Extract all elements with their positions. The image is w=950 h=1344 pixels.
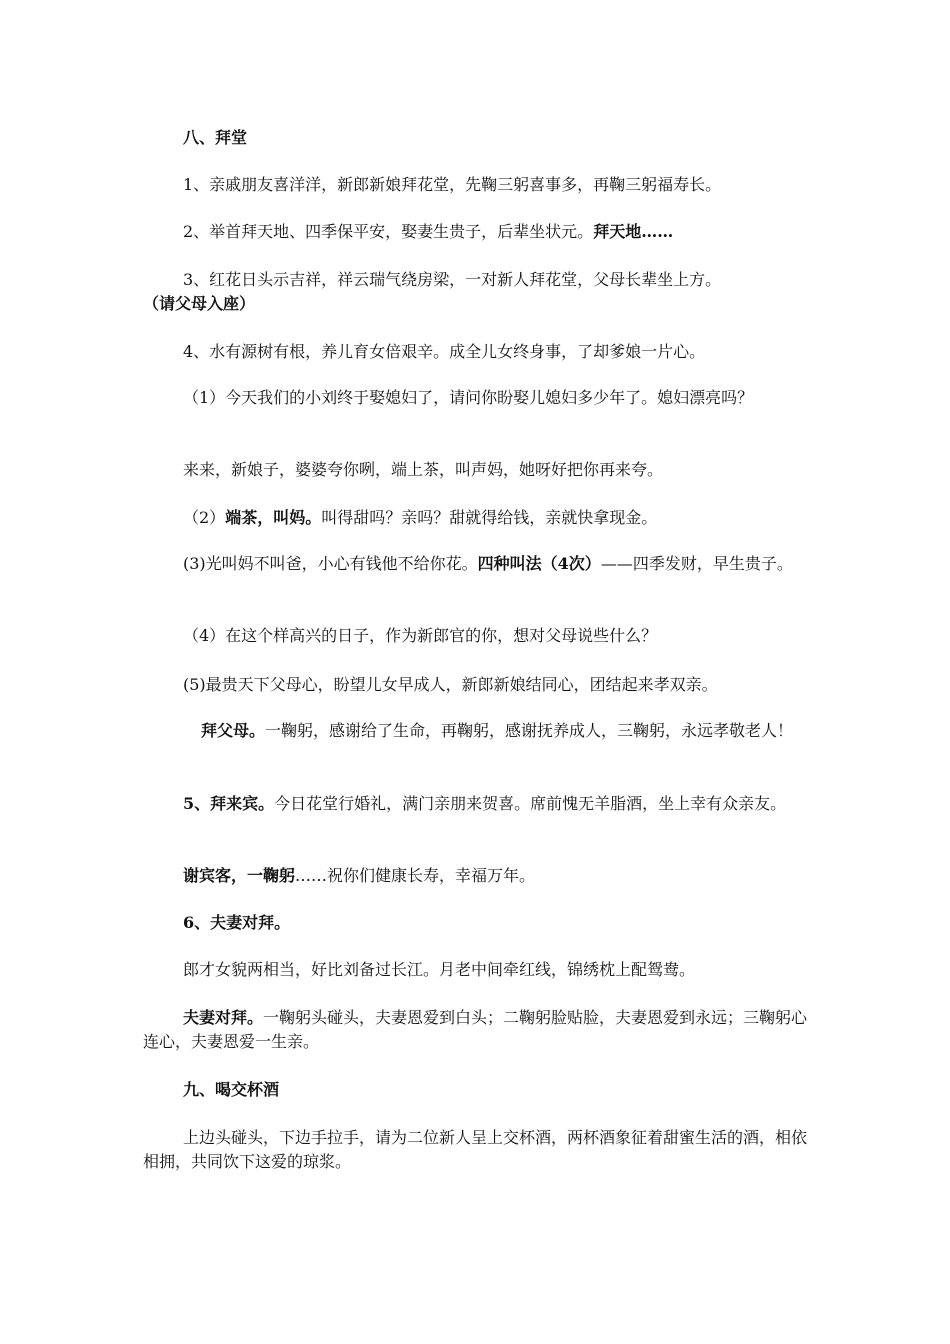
parents-bold: 拜父母。 (201, 721, 266, 740)
item-3-bold: （请父母入座） (143, 294, 256, 313)
paragraph-bow (143, 1006, 818, 1054)
thanks-bold: 谢宾客，一鞠躬 (183, 866, 296, 885)
paragraph-wine: 上边头碰头，下边手拉手，请为二位新人呈上交杯酒，两杯酒象征着甜蜜生活的酒，相依相拥，共同饮下这爱的琼浆。 (143, 1128, 808, 1171)
item-2-bold: 拜天地…… (593, 222, 674, 241)
item-3-text: 3、红花日头示吉祥，祥云瑞气绕房梁，一对新人拜花堂，父母长辈坐上方。 (183, 270, 722, 289)
paragraph-item-2 (143, 220, 818, 244)
paragraph-couple: 郎才女貌两相当，好比刘备过长江。月老中间牵红线，锦绣枕上配鸳鸯。 (183, 960, 696, 979)
section-heading-9: 九、喝交杯酒 (183, 1080, 280, 1099)
paragraph-item-5 (143, 792, 818, 816)
item-5-bold: 5、拜来宾。 (183, 794, 275, 813)
paragraph-item-6-heading: 6、夫妻对拜。 (183, 913, 291, 932)
paragraph-question-3 (143, 552, 818, 576)
q3-bold: 四种叫法（4次） (477, 554, 601, 573)
q3-text: ——四季发财，早生贵子。 (600, 554, 793, 573)
parents-text: 一鞠躬，感谢给了生命，再鞠躬，感谢抚养成人，三鞠躬，永远孝敬老人！ (265, 721, 794, 740)
paragraph-come: 来来，新娘子，婆婆夸你咧，端上茶，叫声妈，她呀好把你再来夸。 (183, 460, 664, 479)
section-heading-8: 八、拜堂 (183, 128, 248, 147)
item-2-text: 2、举首拜天地、四季保平安，娶妻生贵子，后辈坐状元。 (183, 222, 594, 241)
q2-bold: 端茶，叫妈。 (225, 508, 322, 527)
q2-text: 叫得甜吗？亲吗？甜就得给钱，亲就快拿现金。 (321, 508, 658, 527)
bow-text: 一鞠躬头碰头，夫妻恩爱到白头；二鞠躬脸贴脸，夫妻恩爱到永远；三鞠躬心连心，夫妻恩爱一生亲。 (143, 1008, 808, 1051)
thanks-text: ……祝你们健康长寿，幸福万年。 (295, 866, 536, 885)
bow-bold: 夫妻对拜。 (183, 1008, 264, 1027)
paragraph-item-1: 1、亲戚朋友喜洋洋，新郎新娘拜花堂，先鞠三躬喜事多，再鞠三躬福寿长。 (183, 175, 722, 194)
paragraph-question-5: (5)最贵天下父母心，盼望儿女早成人，新郎新娘结同心，团结起来孝双亲。 (183, 675, 718, 694)
paragraph-question-1: （1）今天我们的小刘终于娶媳妇了，请问你盼娶儿媳妇多少年了。媳妇漂亮吗？ (183, 388, 754, 407)
item-5-text: 今日花堂行婚礼，满门亲朋来贺喜。席前愧无羊脂酒，坐上幸有众亲友。 (274, 794, 787, 813)
paragraph-thanks (143, 864, 818, 888)
paragraph-item-4: 4、水有源树有根，养儿育女倍艰辛。成全儿女终身事，了却爹娘一片心。 (183, 342, 706, 361)
q2-prefix: （2） (183, 508, 226, 527)
paragraph-question-4: （4）在这个样高兴的日子，作为新郎官的你，想对父母说些什么？ (183, 626, 658, 645)
paragraph-question-2 (143, 506, 818, 530)
paragraph-parents (143, 719, 818, 743)
paragraph-item-3 (143, 268, 818, 316)
q3-prefix: (3)光叫妈不叫爸，小心有钱他不给你花。 (183, 554, 478, 573)
